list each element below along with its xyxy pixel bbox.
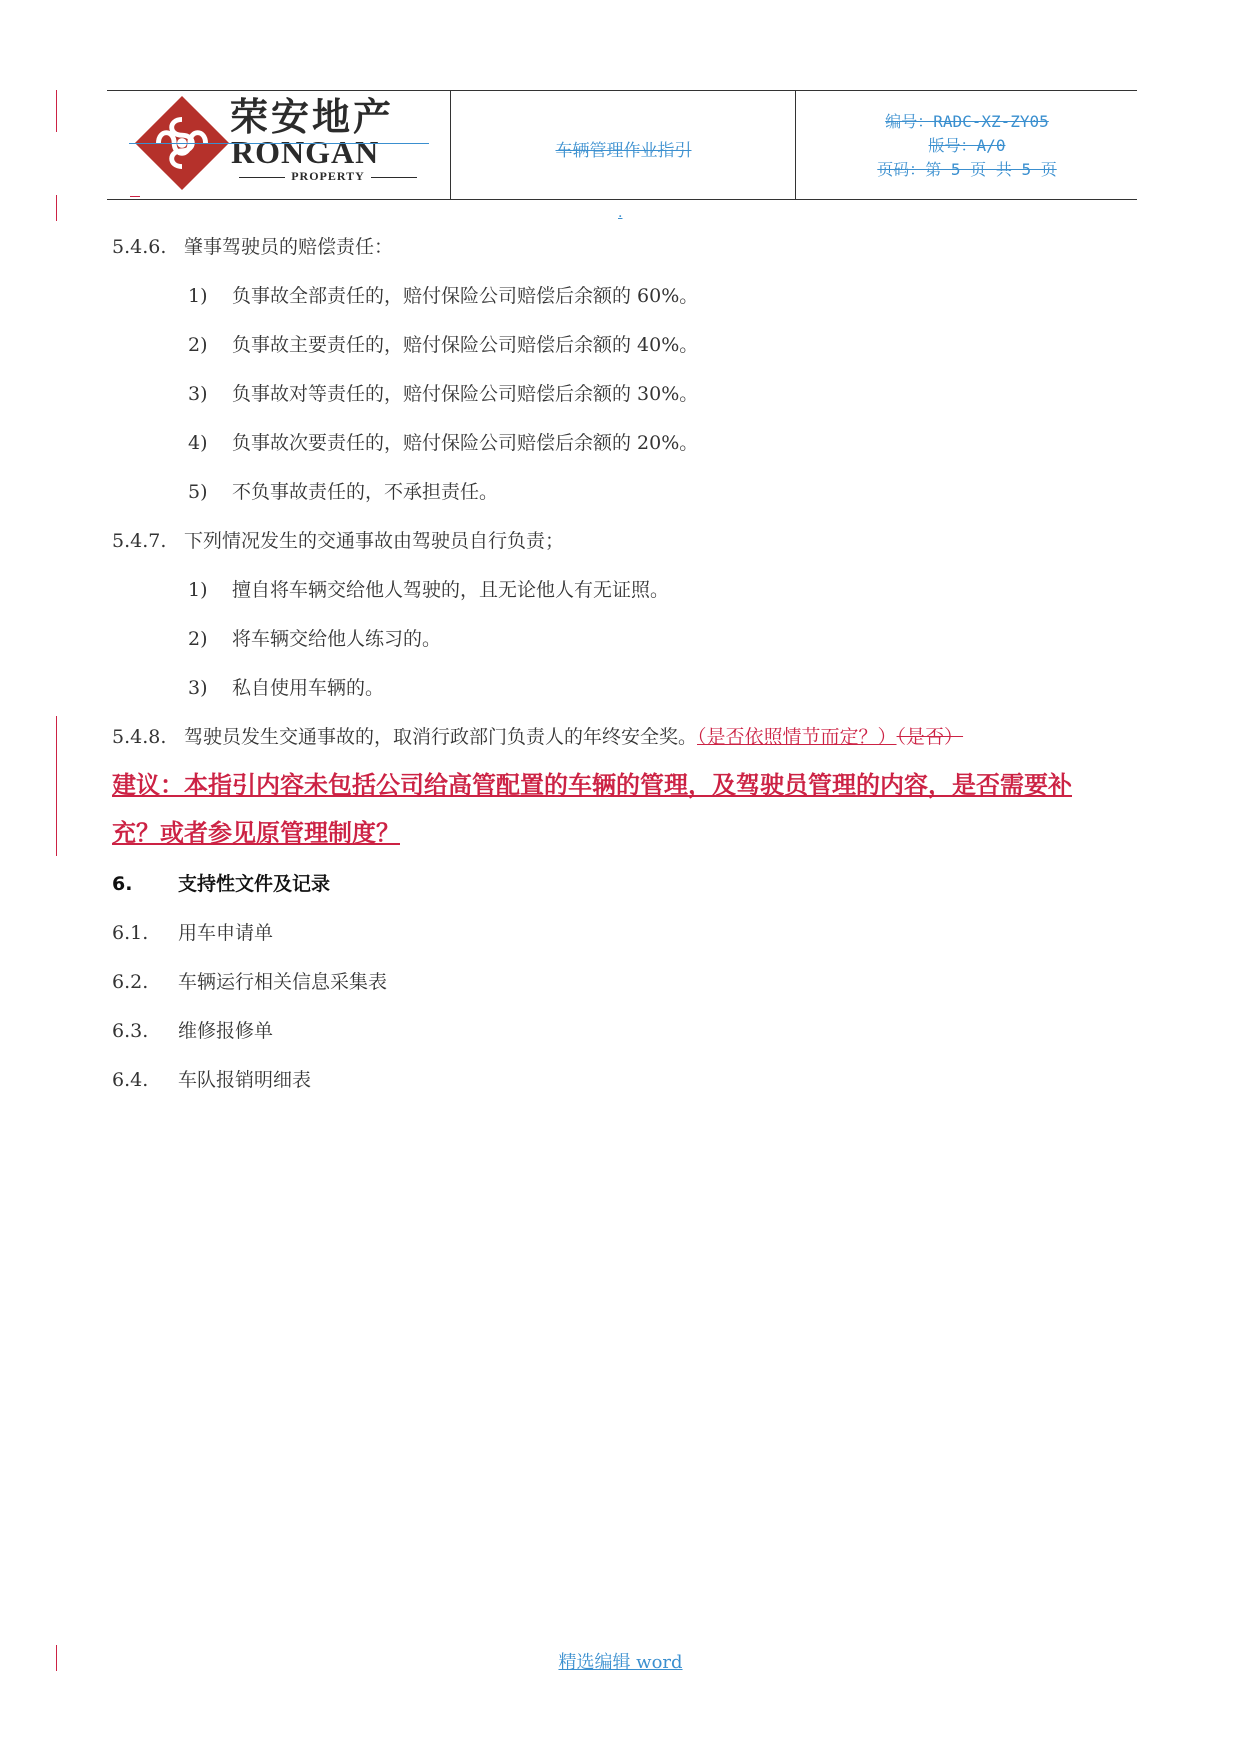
item-number: 6.1. <box>112 922 149 944</box>
suggestion-line-2: 充？或者参见原管理制度？ <box>112 819 400 847</box>
footer-link[interactable]: 精选编辑 word <box>558 1652 683 1673</box>
section-5-4-8 <box>112 724 963 750</box>
section-5-4-6 <box>112 234 393 260</box>
page-number: 页码：第 5 页 共 5 页 <box>877 160 1057 179</box>
section-5-4-7 <box>112 528 564 554</box>
revision-bar <box>56 90 57 132</box>
section-title: 支持性文件及记录 <box>178 873 331 895</box>
item-number: 1) <box>188 579 208 601</box>
item-text: 不负事故责任的，不承担责任。 <box>232 481 499 503</box>
section-number: 6. <box>112 873 133 895</box>
section-text: 肇事驾驶员的赔偿责任： <box>184 236 394 258</box>
logo-english-name: RONGAN <box>231 134 380 170</box>
item-number: 1) <box>188 285 208 307</box>
section-text: 下列情况发生的交通事故由驾驶员自行负责； <box>184 530 565 552</box>
document-header <box>107 90 1137 200</box>
item-number: 3) <box>188 383 208 405</box>
item-number: 2) <box>188 334 208 356</box>
item-text: 维修报修单 <box>178 1020 274 1042</box>
list-item <box>188 626 441 652</box>
document-version: 版号：A/0 <box>928 136 1006 155</box>
deleted-comment: （是否） <box>896 726 964 748</box>
item-text: 将车辆交给他人练习的。 <box>232 628 442 650</box>
title-cell <box>450 91 796 199</box>
list-item <box>188 283 698 309</box>
document-code: 编号：RADC-XZ-ZY05 <box>885 112 1049 131</box>
item-number: 5) <box>188 481 208 503</box>
list-item <box>188 675 384 701</box>
list-item <box>112 1018 273 1044</box>
item-text: 负事故主要责任的，赔付保险公司赔偿后余额的 40%。 <box>232 334 699 356</box>
section-number: 5.4.6. <box>112 236 167 258</box>
item-text: 用车申请单 <box>178 922 274 944</box>
section-number: 5.4.7. <box>112 530 167 552</box>
logo-strike-line <box>129 143 429 144</box>
item-number: 3) <box>188 677 208 699</box>
revision-bar <box>56 716 57 856</box>
item-text: 擅自将车辆交给他人驾驶的，且无论他人有无证照。 <box>232 579 670 601</box>
list-item <box>112 969 387 995</box>
section-text: 驾驶员发生交通事故的，取消行政部门负责人的年终安全奖。 <box>184 726 698 748</box>
item-number: 6.3. <box>112 1020 149 1042</box>
logo-cell <box>107 91 450 199</box>
document-title: 车辆管理作业指引 <box>555 141 692 161</box>
suggestion-line-1: 建议：本指引内容未包括公司给高管配置的车辆的管理，及驾驶员管理的内容，是否需要补 <box>112 771 1072 799</box>
revision-dot: . <box>618 205 623 221</box>
logo-subtitle: PROPERTY <box>231 169 425 184</box>
logo-chinese-name: 荣安地产 <box>230 95 395 139</box>
list-item <box>112 1067 311 1093</box>
item-number: 6.4. <box>112 1069 149 1091</box>
section-number: 5.4.8. <box>112 726 167 748</box>
item-text: 车辆运行相关信息采集表 <box>178 971 388 993</box>
inserted-comment: （是否依照情节而定？） <box>697 726 897 748</box>
item-number: 2) <box>188 628 208 650</box>
item-number: 4) <box>188 432 208 454</box>
meta-cell <box>795 91 1138 199</box>
list-item <box>188 332 698 358</box>
list-item <box>188 479 498 505</box>
list-item <box>188 430 698 456</box>
section-6-heading <box>112 871 330 897</box>
item-text: 负事故次要责任的，赔付保险公司赔偿后余额的 20%。 <box>232 432 699 454</box>
revision-bar <box>56 195 57 221</box>
item-text: 负事故全部责任的，赔付保险公司赔偿后余额的 60%。 <box>232 285 699 307</box>
list-item <box>112 920 273 946</box>
list-item <box>188 577 669 603</box>
item-text: 私自使用车辆的。 <box>232 677 385 699</box>
list-item <box>188 381 698 407</box>
item-text: 车队报销明细表 <box>178 1069 312 1091</box>
item-text: 负事故对等责任的，赔付保险公司赔偿后余额的 30%。 <box>232 383 699 405</box>
item-number: 6.2. <box>112 971 149 993</box>
